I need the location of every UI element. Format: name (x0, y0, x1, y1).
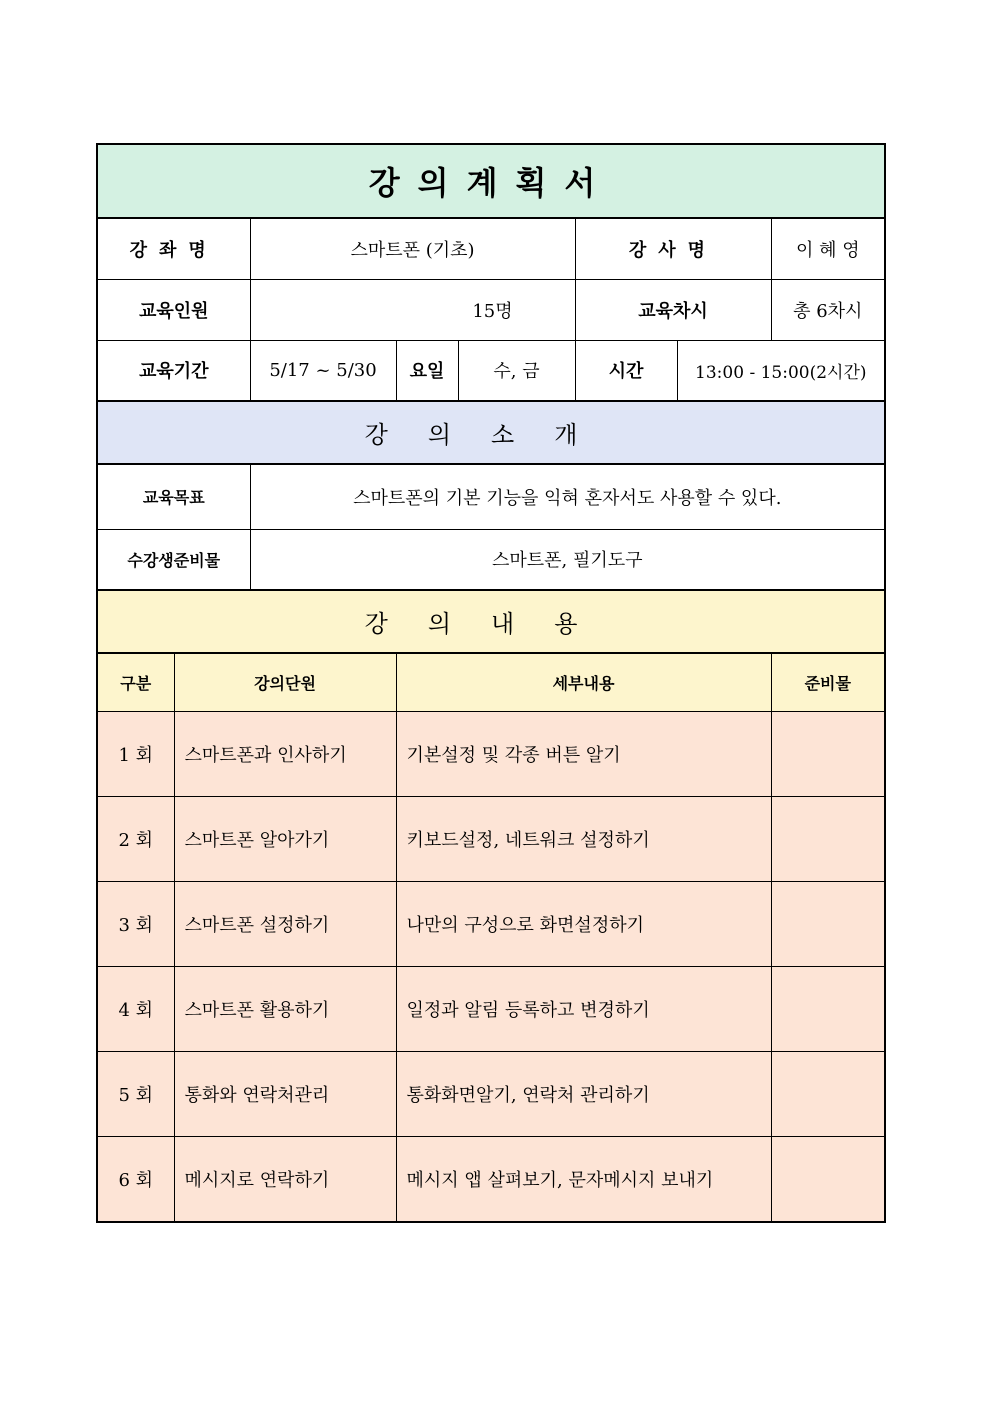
lesson-unit: 스마트폰과 인사하기 (174, 712, 396, 797)
lesson-prep (771, 1052, 885, 1137)
goal-label: 교육목표 (97, 464, 250, 529)
lesson-row (97, 1137, 885, 1223)
lesson-unit: 메시지로 연락하기 (174, 1137, 396, 1223)
lesson-detail: 통화화면알기, 연락처 관리하기 (396, 1052, 771, 1137)
time-value: 13:00 - 15:00(2시간) (677, 340, 885, 401)
intro-heading: 강의소개 (97, 401, 885, 464)
days-label: 요일 (396, 340, 458, 401)
supplies-label: 수강생준비물 (97, 529, 250, 590)
lesson-unit: 스마트폰 활용하기 (174, 967, 396, 1052)
course-label: 강좌명 (97, 218, 250, 279)
period-label: 교육기간 (97, 340, 250, 401)
lesson-no: 2 회 (97, 797, 174, 882)
lesson-prep (771, 797, 885, 882)
time-label: 시간 (575, 340, 677, 401)
lesson-prep (771, 712, 885, 797)
column-header-prep: 준비물 (771, 653, 885, 712)
sessions-value: 총 6차시 (771, 279, 885, 340)
lesson-prep (771, 882, 885, 967)
students-label: 교육인원 (97, 279, 250, 340)
lesson-no: 1 회 (97, 712, 174, 797)
lesson-unit: 스마트폰 알아가기 (174, 797, 396, 882)
content-heading: 강의내용 (97, 590, 885, 653)
lecture-plan-table (96, 143, 886, 1223)
period-value: 5/17 ~ 5/30 (250, 340, 396, 401)
lesson-detail: 기본설정 및 각종 버튼 알기 (396, 712, 771, 797)
lesson-unit: 스마트폰 설정하기 (174, 882, 396, 967)
column-header-no: 구분 (97, 653, 174, 712)
goal-value: 스마트폰의 기본 기능을 익혀 혼자서도 사용할 수 있다. (250, 464, 885, 529)
column-header-detail: 세부내용 (396, 653, 771, 712)
lesson-prep (771, 1137, 885, 1223)
lesson-no: 3 회 (97, 882, 174, 967)
sessions-label: 교육차시 (575, 279, 771, 340)
students-value: 15명 (250, 279, 575, 340)
lesson-detail: 키보드설정, 네트워크 설정하기 (396, 797, 771, 882)
document-title: 강의계획서 (97, 144, 885, 218)
lesson-row (97, 712, 885, 797)
lesson-row (97, 1052, 885, 1137)
lesson-detail: 나만의 구성으로 화면설정하기 (396, 882, 771, 967)
lesson-no: 4 회 (97, 967, 174, 1052)
content-column-header-row (97, 653, 885, 712)
lesson-no: 5 회 (97, 1052, 174, 1137)
supplies-value: 스마트폰, 필기도구 (250, 529, 885, 590)
lesson-detail: 메시지 앱 살펴보기, 문자메시지 보내기 (396, 1137, 771, 1223)
lesson-row (97, 797, 885, 882)
lesson-detail: 일정과 알림 등록하고 변경하기 (396, 967, 771, 1052)
lesson-unit: 통화와 연락처관리 (174, 1052, 396, 1137)
column-header-unit: 강의단원 (174, 653, 396, 712)
course-value: 스마트폰 (기초) (250, 218, 575, 279)
days-value: 수, 금 (458, 340, 575, 401)
instructor-value: 이 혜 영 (771, 218, 885, 279)
lecture-plan-document (96, 143, 884, 1223)
lesson-prep (771, 967, 885, 1052)
lesson-row (97, 882, 885, 967)
lesson-no: 6 회 (97, 1137, 174, 1223)
lesson-row (97, 967, 885, 1052)
instructor-label: 강사명 (575, 218, 771, 279)
